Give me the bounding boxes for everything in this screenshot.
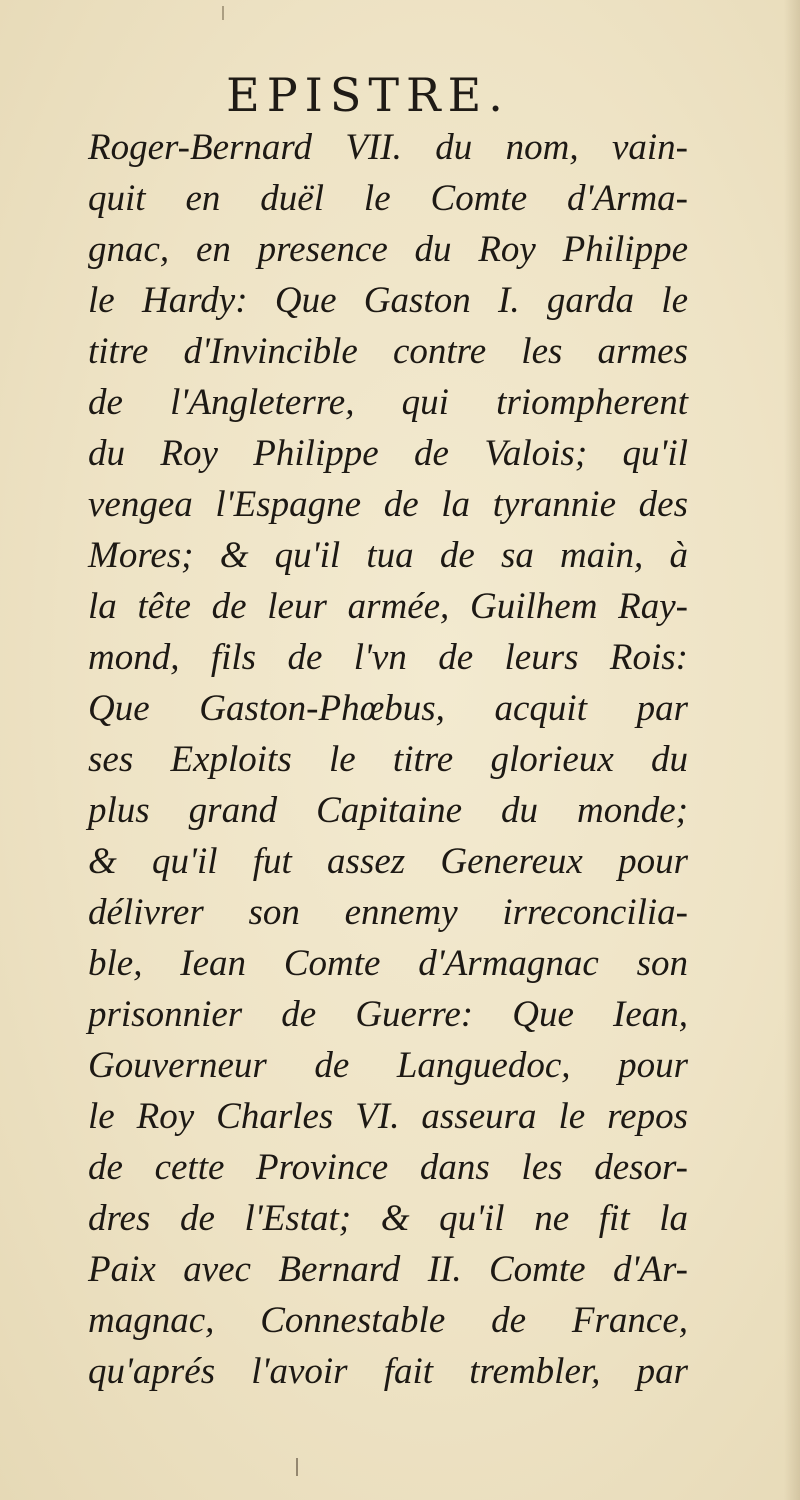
text-line: Gouverneur de Languedoc, pour <box>88 1045 688 1086</box>
text-line: Mores; & qu'il tua de sa main, à <box>88 535 688 576</box>
text-line: mond, fils de l'vn de leurs Rois: <box>88 637 688 678</box>
text-line: Que Gaston-Phœbus, acquit par <box>88 688 688 729</box>
text-line: ses Exploits le titre glorieux du <box>88 739 688 780</box>
text-line: délivrer son ennemy irreconcilia- <box>88 892 688 933</box>
text-line: magnac, Connestable de France, <box>88 1300 688 1341</box>
text-line: plus grand Capitaine du monde; <box>88 790 688 831</box>
text-line: de l'Angleterre, qui triompherent <box>88 382 688 423</box>
text-line: le Roy Charles VI. asseura le repos <box>88 1096 688 1137</box>
text-line: quit en duël le Comte d'Arma- <box>88 178 688 219</box>
text-line: le Hardy: Que Gaston I. garda le <box>88 280 688 321</box>
running-head: EPISTRE. <box>226 68 510 122</box>
bottom-mark <box>296 1458 298 1476</box>
text-line: Paix avec Bernard II. Comte d'Ar- <box>88 1249 688 1290</box>
text-line: de cette Province dans les desor- <box>88 1147 688 1188</box>
text-line: ble, Iean Comte d'Armagnac son <box>88 943 688 984</box>
text-line: vengea l'Espagne de la tyrannie des <box>88 484 688 525</box>
text-line: qu'aprés l'avoir fait trembler, par <box>88 1351 688 1392</box>
text-line: du Roy Philippe de Valois; qu'il <box>88 433 688 474</box>
text-line: Roger-Bernard VII. du nom, vain- <box>88 127 688 168</box>
text-line: & qu'il fut assez Genereux pour <box>88 841 688 882</box>
text-line: titre d'Invincible contre les armes <box>88 331 688 372</box>
text-line: prisonnier de Guerre: Que Iean, <box>88 994 688 1035</box>
body-text <box>88 122 688 1397</box>
text-line: gnac, en presence du Roy Philippe <box>88 229 688 270</box>
text-line: la tête de leur armée, Guilhem Ray- <box>88 586 688 627</box>
page-edge-shadow <box>784 0 800 1500</box>
page-mark <box>222 6 224 20</box>
text-line: dres de l'Estat; & qu'il ne fit la <box>88 1198 688 1239</box>
